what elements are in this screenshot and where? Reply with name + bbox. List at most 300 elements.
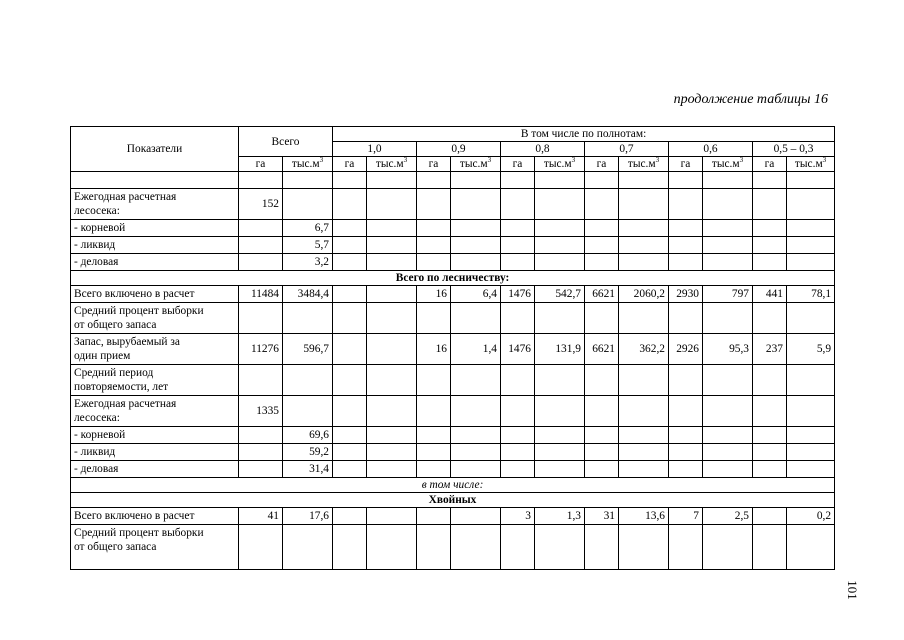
value-cell [367,427,417,444]
table-row [71,220,835,237]
value-cell [417,220,451,237]
value-cell [619,396,669,427]
value-cell [703,444,753,461]
unit-volume-text: тыс.м [627,158,656,170]
density-group-header: 0,6 [669,142,753,157]
row-label-line: один прием [74,350,131,362]
value-cell [753,365,787,396]
value-cell [535,396,585,427]
unit-volume-sup: 3 [822,156,827,165]
row-label-line: Запас, вырубаемый за [74,336,180,348]
value-cell [753,220,787,237]
unit-volume-text: тыс.м [459,158,488,170]
value-cell [417,461,451,478]
value-cell [585,189,619,220]
value-cell [367,172,417,189]
value-cell [703,303,753,334]
value-cell: 1476 [501,334,535,365]
value-cell [333,286,367,303]
density-group-header: 1,0 [333,142,417,157]
value-cell: 6621 [585,286,619,303]
value-cell [585,444,619,461]
row-label-line: повторяемости, лет [74,381,169,393]
row-label-line: лесосека: [74,205,120,217]
value-cell [239,525,283,570]
row-label-line [74,173,235,187]
density-group-header: 0,8 [501,142,585,157]
value-cell [239,303,283,334]
value-cell [451,303,501,334]
value-cell [669,525,703,570]
value-cell: 69,6 [283,427,333,444]
row-label [71,396,239,427]
value-cell: 17,6 [283,508,333,525]
value-cell [501,172,535,189]
unit-volume-text: тыс.м [543,158,572,170]
value-cell [535,365,585,396]
unit-area-header: га [239,157,283,172]
value-cell [417,189,451,220]
value-cell [283,396,333,427]
value-cell [501,525,535,570]
value-cell [367,508,417,525]
value-cell [367,286,417,303]
table-row [71,525,835,570]
value-cell [535,427,585,444]
row-label-line: от общего запаса [74,319,157,331]
value-cell: 237 [753,334,787,365]
value-cell: 362,2 [619,334,669,365]
value-cell [501,220,535,237]
row-label-line: от общего запаса [74,541,157,553]
table-row [71,172,835,189]
value-cell: 1335 [239,396,283,427]
unit-volume-text: тыс.м [375,158,404,170]
value-cell [535,254,585,271]
value-cell [451,396,501,427]
value-cell: 6621 [585,334,619,365]
value-cell [501,427,535,444]
row-label-line: - деловая [74,256,119,268]
value-cell [367,461,417,478]
value-cell: 131,9 [535,334,585,365]
value-cell [367,396,417,427]
value-cell: 31 [585,508,619,525]
value-cell [619,220,669,237]
value-cell [451,172,501,189]
value-cell [703,461,753,478]
header-including: В том числе по полнотам: [333,127,835,142]
table-row [71,461,835,478]
value-cell [753,172,787,189]
table-row [71,254,835,271]
value-cell: 3 [501,508,535,525]
section-coniferous-row [71,493,835,508]
value-cell [753,396,787,427]
value-cell [333,334,367,365]
table-row [71,508,835,525]
value-cell [451,461,501,478]
row-label-line: - ликвид [74,239,116,251]
unit-area-header: га [333,157,367,172]
row-label [71,189,239,220]
value-cell [619,237,669,254]
value-cell [367,237,417,254]
density-group-header: 0,5 – 0,3 [753,142,835,157]
value-cell [535,303,585,334]
row-label [71,220,239,237]
value-cell [367,303,417,334]
unit-volume-sup: 3 [403,156,408,165]
value-cell [283,189,333,220]
value-cell [669,172,703,189]
value-cell [669,427,703,444]
section-forestry-row [71,271,835,286]
value-cell [753,444,787,461]
row-label [71,334,239,365]
row-label [71,461,239,478]
value-cell [753,461,787,478]
value-cell [753,525,787,570]
value-cell [239,427,283,444]
header-indicators: Показатели [71,127,239,172]
value-cell [669,220,703,237]
table-row [71,334,835,365]
value-cell [367,220,417,237]
value-cell [417,365,451,396]
value-cell [787,444,835,461]
value-cell [535,525,585,570]
value-cell [367,254,417,271]
value-cell [669,303,703,334]
value-cell [669,396,703,427]
value-cell [417,508,451,525]
value-cell [239,444,283,461]
unit-volume-sup: 3 [571,156,576,165]
value-cell [451,254,501,271]
row-label-line: Средний период [74,367,154,379]
value-cell [585,461,619,478]
value-cell [535,189,585,220]
value-cell [239,237,283,254]
value-cell [333,189,367,220]
value-cell [753,254,787,271]
unit-area-header: га [753,157,787,172]
value-cell [787,220,835,237]
value-cell: 95,3 [703,334,753,365]
value-cell [753,189,787,220]
unit-volume-text: тыс.м [794,158,823,170]
value-cell [585,396,619,427]
value-cell [787,237,835,254]
unit-volume-text: тыс.м [291,158,320,170]
value-cell [417,427,451,444]
value-cell: 2926 [669,334,703,365]
density-group-header: 0,9 [417,142,501,157]
value-cell [417,237,451,254]
value-cell [619,303,669,334]
unit-volume-header [367,157,417,172]
table-caption: продолжение таблицы 16 [673,92,828,107]
value-cell [787,427,835,444]
value-cell [703,427,753,444]
value-cell: 152 [239,189,283,220]
unit-volume-sup: 3 [655,156,660,165]
row-label-line: Ежегодная расчетная [74,191,177,203]
value-cell: 5,9 [787,334,835,365]
value-cell [703,396,753,427]
value-cell [787,461,835,478]
value-cell: 2930 [669,286,703,303]
value-cell: 6,4 [451,286,501,303]
value-cell [417,525,451,570]
value-cell [619,461,669,478]
value-cell [585,172,619,189]
header-total: Всего [239,127,333,157]
value-cell [585,254,619,271]
row-label [71,237,239,254]
page-number: 101 [844,580,860,600]
section-including-row [71,478,835,493]
value-cell [333,220,367,237]
value-cell: 2060,2 [619,286,669,303]
value-cell [669,365,703,396]
row-label-line: Средний процент выборки [74,305,204,317]
value-cell: 16 [417,286,451,303]
value-cell [669,254,703,271]
value-cell: 542,7 [535,286,585,303]
forestry-table [70,126,835,570]
value-cell: 59,2 [283,444,333,461]
value-cell [283,525,333,570]
unit-area-header: га [585,157,619,172]
value-cell [333,427,367,444]
unit-volume-header [703,157,753,172]
value-cell [787,525,835,570]
value-cell [417,172,451,189]
value-cell [501,254,535,271]
row-label-line: Средний процент выборки [74,527,204,539]
value-cell [367,365,417,396]
value-cell [753,303,787,334]
value-cell: 78,1 [787,286,835,303]
value-cell [585,427,619,444]
value-cell [239,220,283,237]
value-cell [501,396,535,427]
value-cell [787,172,835,189]
value-cell [703,172,753,189]
value-cell: 797 [703,286,753,303]
value-cell [333,461,367,478]
section-including: в том числе: [71,478,835,493]
value-cell [333,172,367,189]
value-cell [619,365,669,396]
value-cell [619,427,669,444]
table-row [71,365,835,396]
value-cell [283,303,333,334]
value-cell: 3484,4 [283,286,333,303]
value-cell [333,396,367,427]
value-cell [787,396,835,427]
value-cell [787,303,835,334]
value-cell [787,365,835,396]
unit-volume-text: тыс.м [711,158,740,170]
row-label [71,303,239,334]
value-cell [451,525,501,570]
value-cell [451,427,501,444]
row-label [71,365,239,396]
value-cell [451,189,501,220]
value-cell [787,254,835,271]
row-label-line: - деловая [74,463,119,475]
value-cell [239,254,283,271]
value-cell [367,525,417,570]
value-cell [619,172,669,189]
unit-volume-sup: 3 [739,156,744,165]
value-cell [619,444,669,461]
value-cell [501,461,535,478]
value-cell [501,365,535,396]
table-row [71,303,835,334]
value-cell: 0,2 [787,508,835,525]
value-cell [333,254,367,271]
row-label [71,508,239,525]
value-cell: 5,7 [283,237,333,254]
value-cell [417,444,451,461]
value-cell: 3,2 [283,254,333,271]
value-cell [669,444,703,461]
row-label-line: - ликвид [74,446,116,458]
row-label [71,525,239,570]
density-group-header: 0,7 [585,142,669,157]
value-cell [585,525,619,570]
value-cell [703,525,753,570]
value-cell [239,172,283,189]
value-cell [619,189,669,220]
value-cell [333,444,367,461]
value-cell [619,525,669,570]
value-cell [703,365,753,396]
unit-area-header: га [417,157,451,172]
unit-volume-header [619,157,669,172]
value-cell [333,303,367,334]
value-cell [753,237,787,254]
value-cell [451,237,501,254]
value-cell [417,303,451,334]
section-coniferous: Хвойных [71,493,835,508]
value-cell [333,237,367,254]
value-cell: 11276 [239,334,283,365]
value-cell [585,220,619,237]
value-cell: 2,5 [703,508,753,525]
row-label [71,427,239,444]
value-cell: 16 [417,334,451,365]
value-cell [333,525,367,570]
value-cell [283,172,333,189]
value-cell [585,237,619,254]
value-cell [239,365,283,396]
value-cell [585,365,619,396]
value-cell [703,220,753,237]
value-cell [669,461,703,478]
unit-volume-header [535,157,585,172]
row-label-line: Ежегодная расчетная [74,398,177,410]
value-cell [669,189,703,220]
value-cell: 1,3 [535,508,585,525]
value-cell: 1476 [501,286,535,303]
value-cell [417,254,451,271]
value-cell [535,220,585,237]
row-label-line: - корневой [74,429,126,441]
row-label [71,172,239,189]
table-row [71,286,835,303]
value-cell [585,303,619,334]
value-cell [703,237,753,254]
value-cell: 13,6 [619,508,669,525]
value-cell: 31,4 [283,461,333,478]
value-cell [283,365,333,396]
value-cell [367,334,417,365]
row-label-line: Всего включено в расчет [74,510,195,522]
unit-volume-header [787,157,835,172]
row-label [71,286,239,303]
table-row [71,396,835,427]
value-cell [239,461,283,478]
value-cell [417,396,451,427]
value-cell [619,254,669,271]
unit-volume-sup: 3 [319,156,324,165]
table-row [71,444,835,461]
value-cell [787,189,835,220]
section-forestry: Всего по лесничеству: [71,271,835,286]
value-cell [333,365,367,396]
value-cell [501,303,535,334]
value-cell [333,508,367,525]
unit-volume-header [451,157,501,172]
unit-volume-sup: 3 [487,156,492,165]
table-row [71,427,835,444]
row-label-line: лесосека: [74,412,120,424]
value-cell: 596,7 [283,334,333,365]
value-cell [535,172,585,189]
value-cell [535,237,585,254]
value-cell [501,189,535,220]
row-label [71,254,239,271]
value-cell: 7 [669,508,703,525]
value-cell: 1,4 [451,334,501,365]
row-label [71,444,239,461]
unit-area-header: га [501,157,535,172]
value-cell [451,508,501,525]
row-label-line: - корневой [74,222,126,234]
value-cell: 6,7 [283,220,333,237]
table-row [71,189,835,220]
unit-area-header: га [669,157,703,172]
value-cell [703,254,753,271]
value-cell [451,220,501,237]
table-row [71,237,835,254]
value-cell [753,508,787,525]
value-cell [501,237,535,254]
value-cell [703,189,753,220]
value-cell [753,427,787,444]
value-cell [451,444,501,461]
value-cell [669,237,703,254]
value-cell [535,461,585,478]
value-cell: 11484 [239,286,283,303]
value-cell: 41 [239,508,283,525]
row-label-line [74,554,235,568]
